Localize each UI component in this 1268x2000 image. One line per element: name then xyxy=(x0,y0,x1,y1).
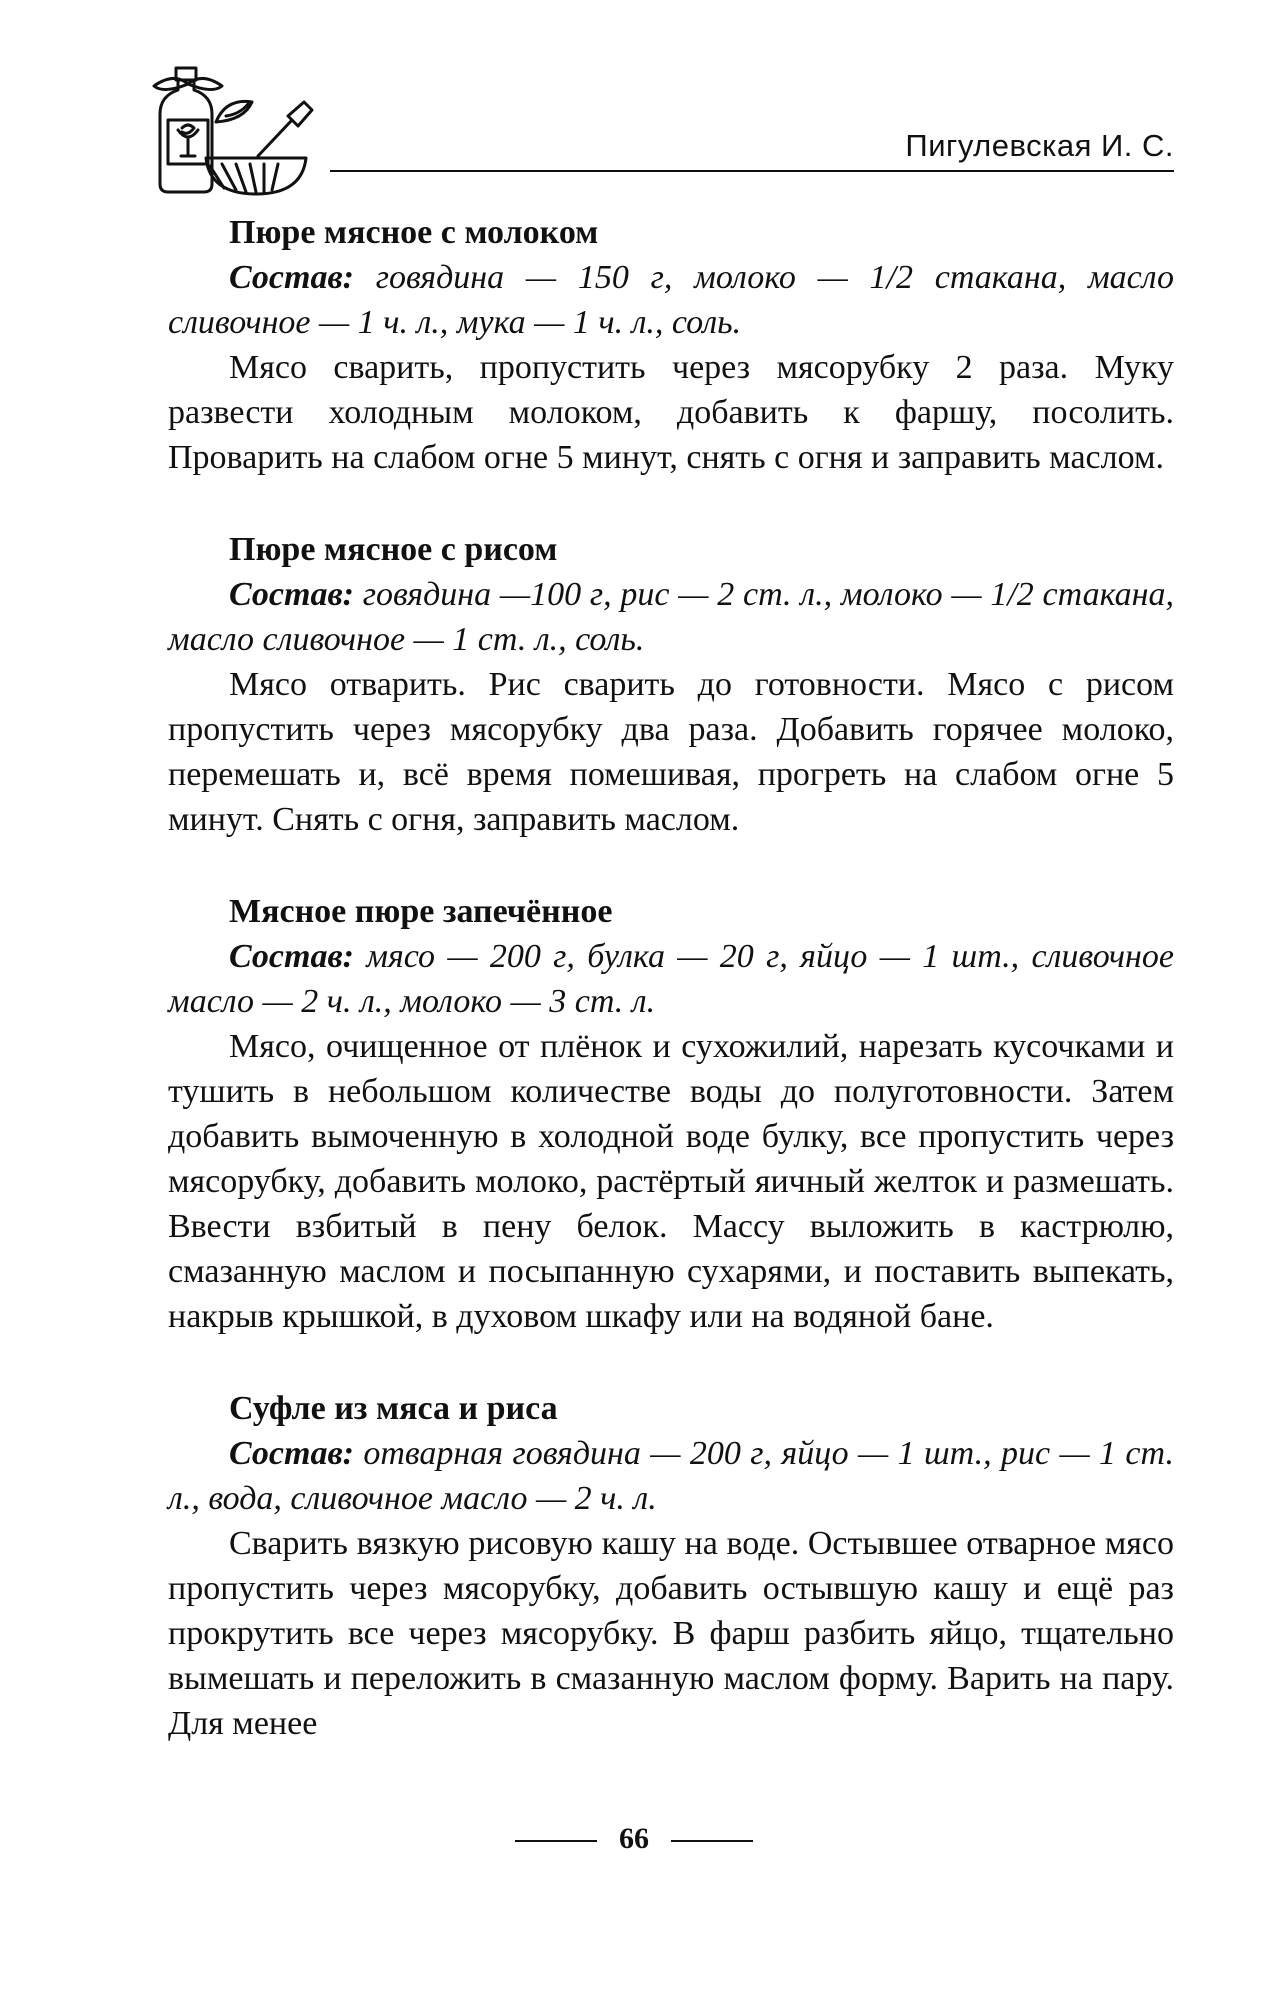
composition-label: Состав: xyxy=(229,1435,354,1472)
composition-text: мясо — 200 г, булка — 20 г, яйцо — 1 шт., сливочное масло — 2 ч. л., молоко — 3 ст. л. xyxy=(168,938,1174,1020)
recipe-title: Пюре мясное с молоком xyxy=(229,214,599,251)
recipe-section xyxy=(168,210,1174,480)
recipe-title: Мясное пюре запечённое xyxy=(229,893,613,930)
footer-dash-right xyxy=(671,1840,753,1842)
recipe-section xyxy=(168,527,1174,842)
recipe-instructions: Мясо сварить, пропустить через мясорубку 2 раза. Муку развести холодным молоком, добавить к фаршу, посолить. Проварить на слабом огне 5 минут, снять с огня и заправить маслом. xyxy=(168,349,1174,476)
recipe-composition xyxy=(168,1431,1174,1521)
page-footer xyxy=(0,1822,1268,1856)
composition-text: говядина — 150 г, молоко — 1/2 стакана, масло сливочное — 1 ч. л., мука — 1 ч. л., соль. xyxy=(168,259,1174,341)
recipe-title: Пюре мясное с рисом xyxy=(229,531,558,568)
recipe-section xyxy=(168,1386,1174,1746)
recipe-composition xyxy=(168,572,1174,662)
recipe-title: Суфле из мяса и риса xyxy=(229,1390,558,1427)
page-number: 66 xyxy=(619,1822,649,1855)
composition-label: Состав: xyxy=(229,259,354,296)
composition-text: говядина —100 г, рис — 2 ст. л., молоко — 1/2 стакана, масло сливочное — 1 ст. л., соль. xyxy=(168,576,1174,658)
footer-dash-left xyxy=(515,1840,597,1842)
recipe-composition xyxy=(168,934,1174,1024)
recipe-instructions: Сварить вязкую рисовую кашу на воде. Остывшее отварное мясо пропустить через мясорубку, добавить остывшую кашу и ещё раз прокрутить все через мясорубку. В фарш разбить яйцо, тщательно вымешать и переложить в смазанную маслом форму. Варить на пару. Для менее xyxy=(168,1525,1174,1742)
composition-label: Состав: xyxy=(229,938,354,975)
recipe-instructions: Мясо, очищенное от плёнок и сухожилий, нарезать кусочками и тушить в небольшом количестве воды до полуготовности. Затем добавить вымоченную в холодной воде булку, все пропустить через мясорубку, добавить молоко, растёртый яичный желток и размешать. Ввести взбитый в пену белок. Массу выложить в кастрюлю, смазанную маслом и посыпанную сухарями, и поставить выпекать, накрыв крышкой, в духовом шкафу или на водяной бане. xyxy=(168,1028,1174,1335)
recipe-instructions: Мясо отварить. Рис сварить до готовности. Мясо с рисом пропустить через мясорубку два раза. Добавить горячее молоко, перемешать и, всё время помешивая, прогреть на слабом огне 5 минут. Снять с огня, заправить маслом. xyxy=(168,666,1174,838)
recipe-section xyxy=(168,889,1174,1339)
composition-text: отварная говядина — 200 г, яйцо — 1 шт., рис — 1 ст. л., вода, сливочное масло — 2 ч. л. xyxy=(168,1435,1174,1517)
recipe-composition xyxy=(168,255,1174,345)
page-content xyxy=(168,210,1174,1793)
running-header-author: Пигулевская И. С. xyxy=(905,128,1174,163)
composition-label: Состав: xyxy=(229,576,354,613)
pharmacy-bottle-mortar-icon xyxy=(148,58,328,208)
header-divider xyxy=(330,170,1174,172)
